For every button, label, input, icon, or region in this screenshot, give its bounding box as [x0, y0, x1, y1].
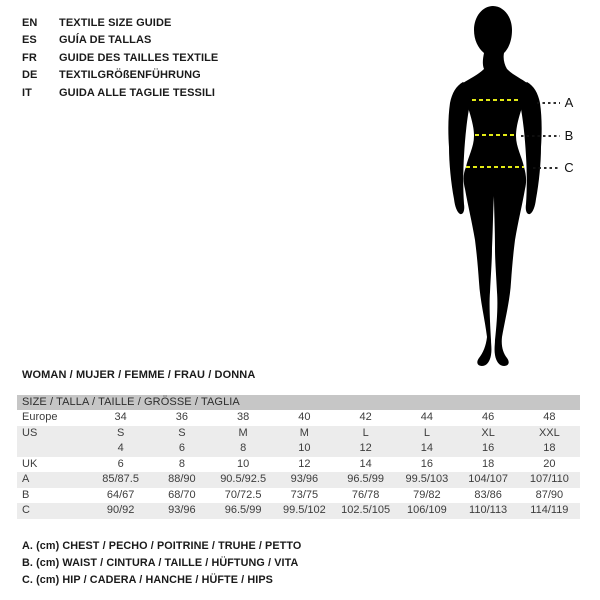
- table-cell: 8: [240, 442, 247, 454]
- table-row: [17, 488, 580, 504]
- table-row: [17, 472, 580, 488]
- language-row: [22, 85, 218, 102]
- table-cell: 83/86: [474, 488, 502, 501]
- table-cell: 44: [420, 411, 433, 423]
- language-code: DE: [22, 69, 38, 82]
- table-cell: 10: [298, 442, 311, 454]
- language-code: ES: [22, 34, 37, 47]
- table-cell: 14: [420, 442, 433, 454]
- table-cell: 107/110: [529, 473, 569, 485]
- table-row: [17, 426, 580, 442]
- table-cell: 90/92: [106, 504, 135, 516]
- measure-label-c: C: [564, 160, 574, 175]
- table-cell: S: [178, 426, 186, 439]
- language-row: [22, 50, 218, 67]
- table-cell: 93/96: [168, 504, 196, 516]
- table-cell: 12: [298, 457, 311, 470]
- table-cell: 99.5/103: [405, 473, 449, 485]
- legend-row: B. (cm) WAIST / CINTURA / TAILLE / HÜFTUNG / VITA: [22, 556, 299, 569]
- table-cell: 8: [178, 457, 185, 470]
- table-cell: 64/67: [106, 488, 135, 501]
- table-row-label: B: [22, 488, 30, 501]
- table-cell: 6: [117, 457, 124, 470]
- table-row-label: UK: [22, 457, 38, 470]
- table-cell: 79/82: [413, 488, 441, 501]
- woman-silhouette-icon: [420, 0, 600, 390]
- table-cell: L: [423, 426, 430, 439]
- table-row: [17, 410, 580, 426]
- table-cell: 90.5/92.5: [220, 473, 267, 485]
- language-code: EN: [22, 17, 38, 29]
- language-title: GUIDA ALLE TAGLIE TESSILI: [59, 86, 216, 99]
- language-title: GUÍA DE TALLAS: [59, 34, 152, 47]
- table-row-label: A: [22, 473, 30, 485]
- table-cell: 36: [175, 411, 188, 423]
- language-list: [22, 15, 218, 102]
- table-cell: 4: [117, 442, 124, 454]
- table-cell: M: [299, 426, 309, 439]
- table-cell: 76/78: [351, 488, 380, 501]
- table-cell: 70/72.5: [224, 488, 262, 501]
- table-cell: 85/87.5: [102, 473, 139, 485]
- language-title: TEXTILE SIZE GUIDE: [59, 17, 172, 29]
- table-cell: 40: [298, 411, 311, 423]
- table-row-label: US: [22, 426, 38, 439]
- table-row-label: Europe: [22, 411, 58, 423]
- measure-label-b: B: [564, 128, 574, 143]
- table-cell: M: [238, 426, 248, 439]
- table-cell: 18: [543, 442, 556, 454]
- table-row-label: [17, 441, 90, 457]
- language-code: IT: [22, 86, 32, 99]
- table-cell: 68/70: [168, 488, 196, 501]
- language-row: [22, 15, 218, 32]
- table-row-label: C: [22, 504, 30, 516]
- table-cell: 102.5/105: [341, 504, 391, 516]
- table-cell: 18: [482, 457, 495, 470]
- measure-label-a: A: [564, 95, 574, 110]
- table-cell: 88/90: [168, 473, 196, 485]
- table-cell: 6: [178, 442, 185, 454]
- silhouette-body: [462, 6, 529, 366]
- table-cell: 104/107: [468, 473, 508, 485]
- table-cell: 114/119: [530, 504, 569, 516]
- language-code: FR: [22, 51, 37, 64]
- table-cell: 46: [482, 411, 495, 423]
- language-title: GUIDE DES TAILLES TEXTILE: [59, 51, 219, 64]
- table-cell: 48: [543, 411, 556, 423]
- table-cell: 34: [114, 411, 127, 423]
- table-cell: 96.5/99: [224, 504, 262, 516]
- table-cell: 38: [237, 411, 250, 423]
- table-cell: 73/75: [290, 488, 319, 501]
- table-cell: 87/90: [535, 488, 564, 501]
- table-cell: 96.5/99: [347, 473, 384, 485]
- table-cell: 106/109: [406, 504, 447, 516]
- table-cell: 14: [359, 457, 372, 470]
- table-cell: 93/96: [290, 473, 319, 485]
- language-title: TEXTILGRÖßENFÜHRUNG: [59, 69, 201, 82]
- table-cell: XXL: [538, 426, 560, 439]
- table-header: SIZE / TALLA / TAILLE / GRÖSSE / TAGLIA: [17, 395, 580, 410]
- table-row: [17, 503, 580, 519]
- table-row: [17, 457, 580, 473]
- woman-silhouette-figure: [420, 0, 600, 390]
- language-row: [22, 32, 218, 49]
- table-cell: 12: [359, 442, 372, 454]
- table-cell: 42: [359, 411, 372, 423]
- table-cell: 110/113: [469, 504, 508, 516]
- table-row: [17, 441, 580, 457]
- measurement-legend: [22, 538, 301, 588]
- section-title: WOMAN / MUJER / FEMME / FRAU / DONNA: [22, 369, 256, 381]
- table-cell: 20: [543, 457, 556, 470]
- size-table: [17, 395, 580, 519]
- legend-row: A. (cm) CHEST / PECHO / POITRINE / TRUHE / PETTO: [22, 540, 302, 552]
- table-cell: 16: [420, 457, 433, 470]
- table-cell: 16: [482, 442, 495, 454]
- table-cell: L: [362, 426, 369, 439]
- table-cell: S: [116, 426, 125, 439]
- table-cell: 99.5/102: [282, 504, 326, 516]
- language-row: [22, 67, 218, 84]
- table-body: [17, 410, 580, 519]
- table-cell: 10: [237, 457, 250, 470]
- table-cell: XL: [481, 426, 495, 439]
- legend-row: C. (cm) HIP / CADERA / HANCHE / HÜFTE / HIPS: [22, 573, 273, 586]
